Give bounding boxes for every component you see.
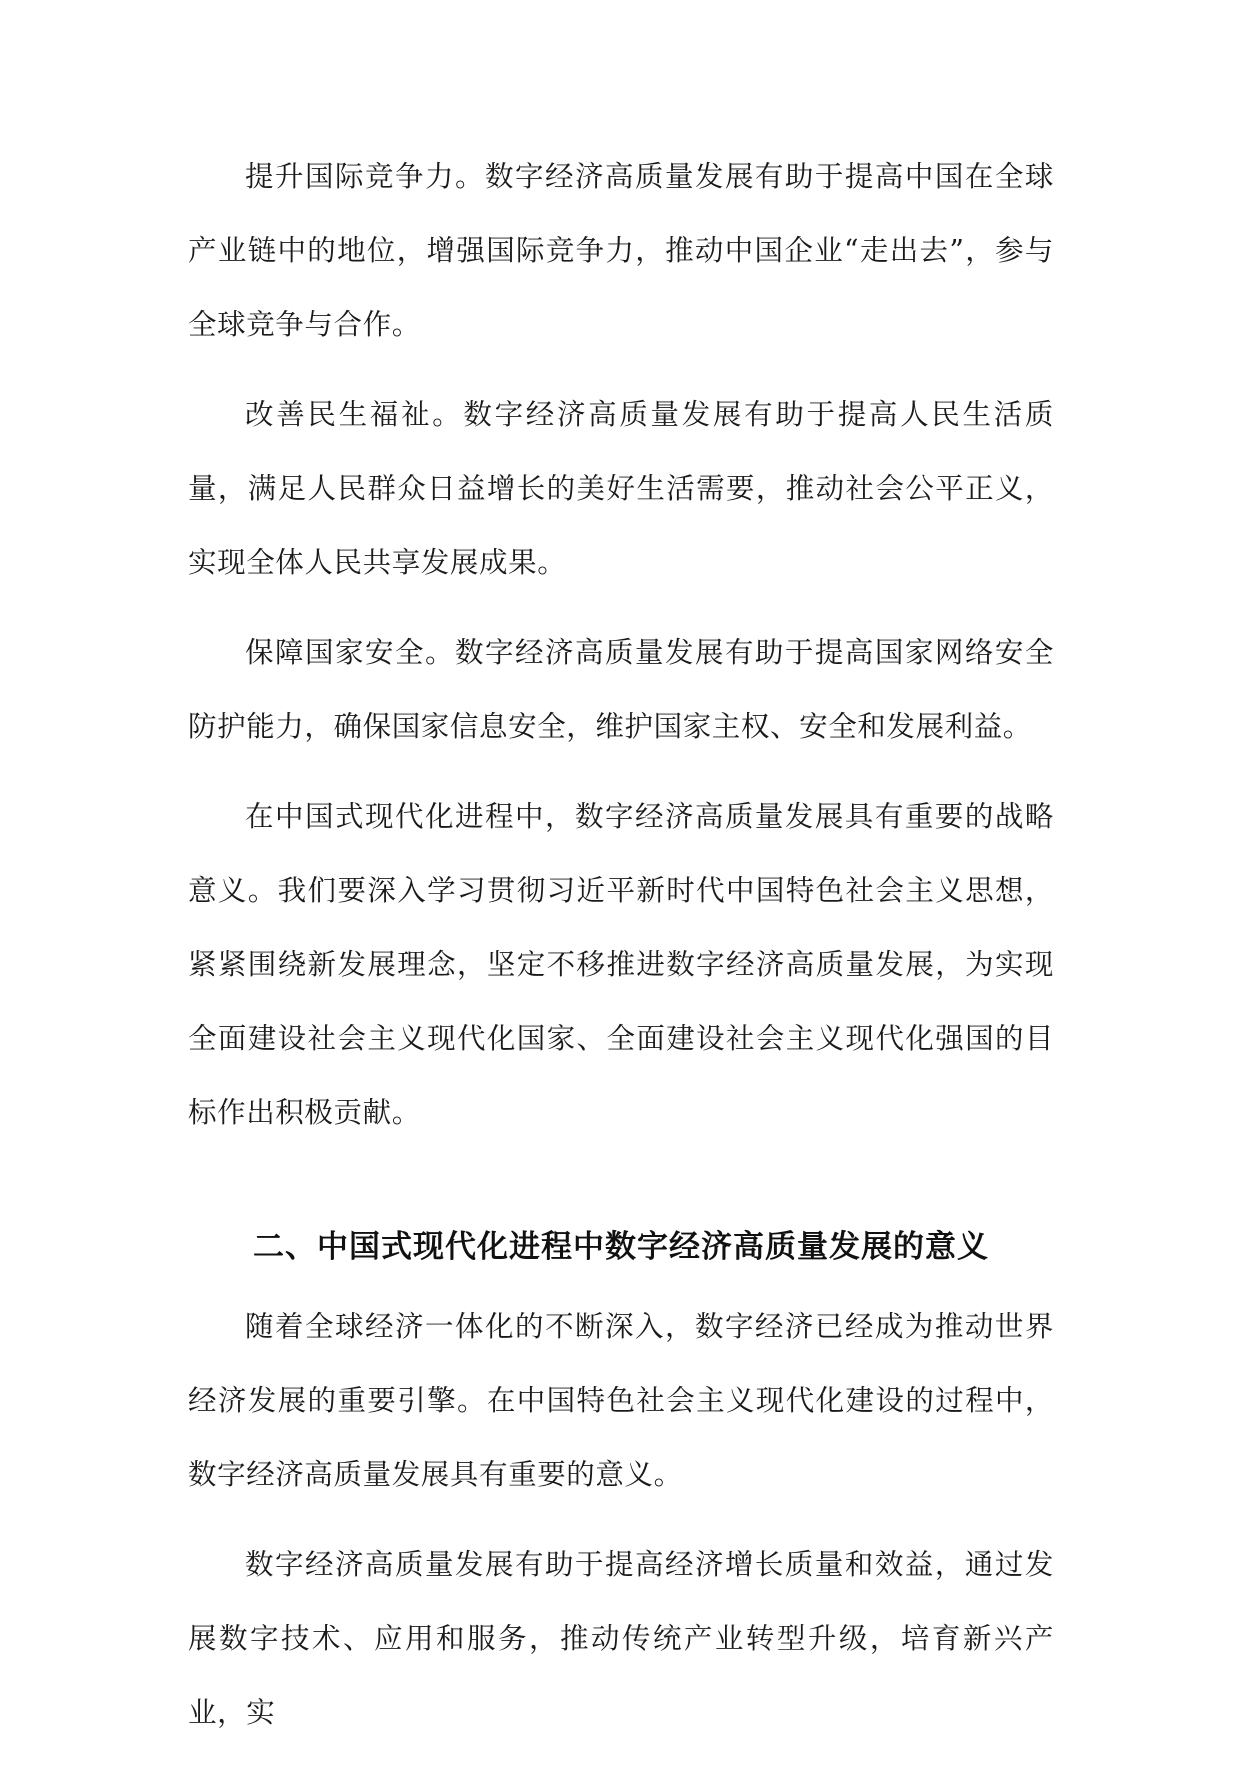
document-body xyxy=(188,140,1054,1766)
paragraph-international-competitiveness: 提升国际竞争力。数字经济高质量发展有助于提高中国在全球产业链中的地位，增强国际竞争力，推动中国企业“走出去”，参与全球竞争与合作。 xyxy=(188,160,1054,341)
paragraph-global-economy: 随着全球经济一体化的不断深入，数字经济已经成为推动世界经济发展的重要引擎。在中国特色社会主义现代化建设的过程中，数字经济高质量发展具有重要的意义。 xyxy=(188,1310,1054,1491)
section-heading: 二、中国式现代化进程中数字经济高质量发展的意义 xyxy=(253,1229,989,1265)
paragraph-strategic-significance: 在中国式现代化进程中，数字经济高质量发展具有重要的战略意义。我们要深入学习贯彻习近平新时代中国特色社会主义思想，紧紧围绕新发展理念，坚定不移推进数字经济高质量发展，为实现全面建设社会主义现代化国家、全面建设社会主义现代化强国的目标作出积极贡献。 xyxy=(188,800,1054,1129)
paragraph-national-security: 保障国家安全。数字经济高质量发展有助于提高国家网络安全防护能力，确保国家信息安全，维护国家主权、安全和发展利益。 xyxy=(188,636,1054,743)
paragraph-economic-growth: 数字经济高质量发展有助于提高经济增长质量和效益，通过发展数字技术、应用和服务，推动传统产业转型升级，培育新兴产业，实 xyxy=(188,1548,1054,1729)
paragraph-people-wellbeing: 改善民生福祉。数字经济高质量发展有助于提高人民生活质量，满足人民群众日益增长的美好生活需要，推动社会公平正义，实现全体人民共享发展成果。 xyxy=(188,398,1054,579)
